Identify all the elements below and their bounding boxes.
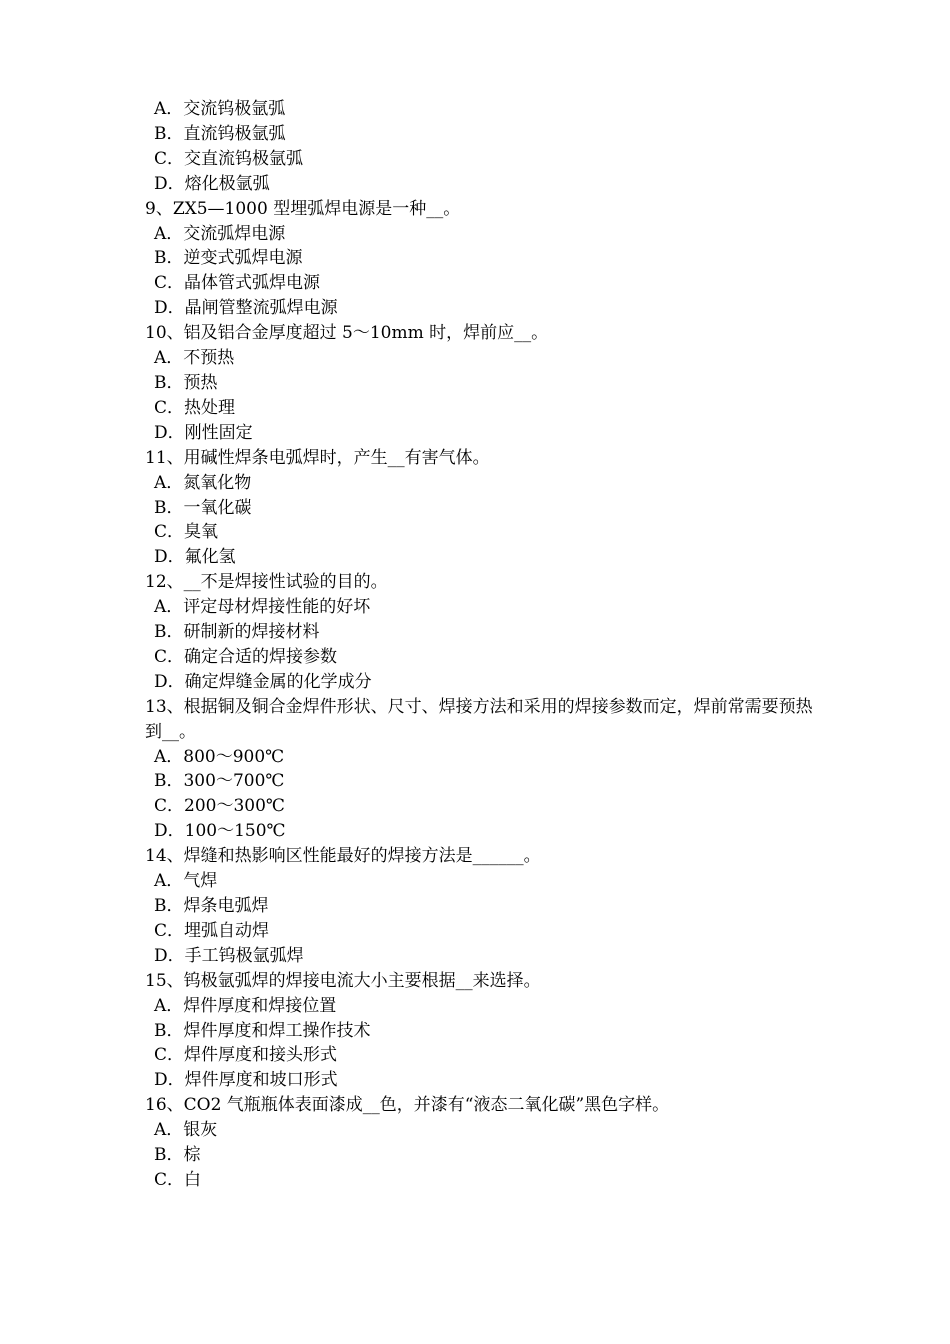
option-line: A．银灰 xyxy=(154,1120,218,1141)
option-line: C．埋弧自动焊 xyxy=(154,920,270,941)
option-line: A．不预热 xyxy=(154,348,235,369)
option-line: C．200～300℃ xyxy=(154,796,285,817)
option-line: B．直流钨极氩弧 xyxy=(154,123,286,144)
question-text: 15、钨极氩弧焊的焊接电流大小主要根据__来选择。 xyxy=(145,970,541,991)
option-line: C．交直流钨极氩弧 xyxy=(154,148,304,169)
question-text: 16、CO2 气瓶瓶体表面漆成__色，并漆有“液态二氧化碳”黑色字样。 xyxy=(145,1095,670,1116)
option-line: D．晶闸管整流弧焊电源 xyxy=(154,298,338,319)
option-line: B．逆变式弧焊电源 xyxy=(154,248,303,269)
question-text: 14、焊缝和热影响区性能最好的焊接方法是______。 xyxy=(145,846,541,867)
option-line: B．300～700℃ xyxy=(154,771,285,792)
option-line: C．臭氧 xyxy=(154,522,219,543)
option-line: B．焊件厚度和焊工操作技术 xyxy=(154,1020,371,1041)
question-block xyxy=(145,695,825,844)
option-line: A．气焊 xyxy=(154,871,218,892)
option-line: A．800～900℃ xyxy=(154,746,285,767)
question-text: 10、铝及铝合金厚度超过 5～10mm 时，焊前应__。 xyxy=(145,323,549,344)
option-line: C．确定合适的焊接参数 xyxy=(154,646,338,667)
option-line: A．交流弧焊电源 xyxy=(154,223,286,244)
option-line: B．研制新的焊接材料 xyxy=(154,622,320,643)
question-block xyxy=(145,197,825,322)
option-line: A．氮氧化物 xyxy=(154,472,252,493)
option-line: D．刚性固定 xyxy=(154,422,253,443)
option-line: B．焊条电弧焊 xyxy=(154,896,269,916)
option-line: D．氟化氢 xyxy=(154,547,236,568)
option-line: B．一氧化碳 xyxy=(154,497,252,518)
option-line: D．确定焊缝金属的化学成分 xyxy=(154,671,372,692)
question-block xyxy=(145,321,825,446)
option-line: C．热处理 xyxy=(154,397,236,418)
option-line: D．100～150℃ xyxy=(154,821,286,842)
document-page xyxy=(145,97,825,1193)
option-line: C．晶体管式弧焊电源 xyxy=(154,273,321,294)
question-block xyxy=(145,1093,825,1193)
question-block xyxy=(145,844,825,969)
question-text: 12、__不是焊接性试验的目的。 xyxy=(145,572,388,593)
question-block xyxy=(145,446,825,571)
question-list xyxy=(145,197,825,1193)
question-block xyxy=(145,969,825,1094)
option-line: D．熔化极氩弧 xyxy=(154,173,270,194)
option-line: C．焊件厚度和接头形式 xyxy=(154,1045,338,1066)
question-text: 11、用碱性焊条电弧焊时，产生__有害气体。 xyxy=(145,447,490,468)
option-line: A．评定母材焊接性能的好坏 xyxy=(154,597,371,618)
option-line: D．手工钨极氩弧焊 xyxy=(154,945,304,966)
question-block xyxy=(145,570,825,695)
option-line: B．棕 xyxy=(154,1145,201,1166)
option-line: C．白 xyxy=(154,1169,202,1190)
lead-options xyxy=(145,97,825,197)
question-text: 13、根据铜及铜合金焊件形状、尺寸、焊接方法和采用的焊接参数而定，焊前常需要预热到__。 xyxy=(145,696,813,742)
option-line: B．预热 xyxy=(154,372,218,393)
option-line: D．焊件厚度和坡口形式 xyxy=(154,1070,338,1091)
option-line: A．焊件厚度和焊接位置 xyxy=(154,995,337,1016)
option-line: A．交流钨极氩弧 xyxy=(154,99,286,119)
question-text: 9、ZX5—1000 型埋弧焊电源是一种__。 xyxy=(145,198,461,219)
